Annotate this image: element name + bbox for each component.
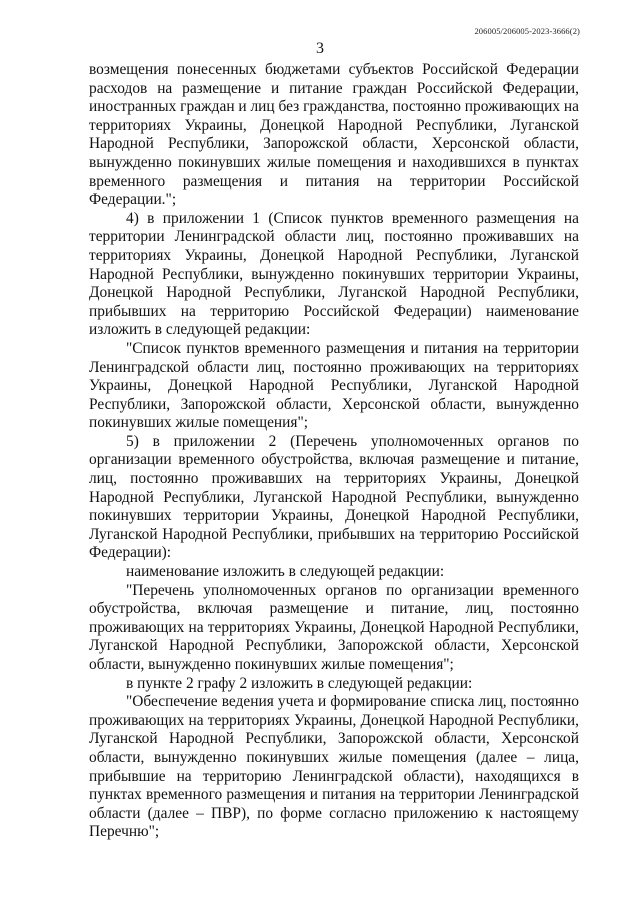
paragraph-item-4: 4) в приложении 1 (Список пунктов временного размещения на территории Ленинградской области лиц, постоянно проживавших на территориях Украины, Донецкой Народной Республики, Луганской Народной Республики, вынужденно покинувших территории Украины, Донецкой Народной Республики, Луганской Народной Республики, прибывших на территорию Российской Федерации) наименование изложить в следующей редакции: [89, 209, 579, 339]
paragraph-rename-instruction: наименование изложить в следующей редакции: [126, 563, 445, 581]
paragraph-column-instruction: в пункте 2 графу 2 изложить в следующей редакции: [126, 674, 473, 692]
paragraph-quote-registration: "Обеспечение ведения учета и формирование списка лиц, постоянно проживающих на территориях Украины, Донецкой Народной Республики, Луганской Народной Республики, Запорожской области, Херсонской области, вынужденно покинувших жилые помещения (далее – лица, прибывшие на территорию Ленинградской области), находящихся в пунктах временного размещения и питания на территории Ленинградской области (далее – ПВР), по форме согласно приложению к настоящему Перечню"; [89, 693, 579, 841]
paragraph-quote-list-of-bodies: "Перечень уполномоченных органов по организации временного обустройства, включая размещение и питание, лиц, постоянно проживающих на территориях Украины, Донецкой Народной Республики, Луганской Народной Республики, Запорожской области, Херсонской области, вынужденно покинувших жилые помещения"; [89, 581, 579, 673]
paragraph-continuation: возмещения понесенных бюджетами субъектов Российской Федерации расходов на размещение и питание граждан Российской Федерации, иностранных граждан и лиц без гражданства, постоянно проживающих на территориях Украины, Донецкой Народной Республики, Луганской Народной Республики, Запорожской области, Херсонской области, вынужденно покинувших жилые помещения и находившихся в пунктах временного размещения и питания на территории Российской Федерации."; [89, 61, 579, 209]
page-number: 3 [316, 40, 324, 57]
paragraph-quote-list-title: "Список пунктов временного размещения и питания на территории Ленинградской области лиц, постоянно проживающих на территориях Украины, Донецкой Народной Республики, Луганской Народной Республики, Запорожской области, Херсонской области, вынужденно покинувших жилые помещения"; [89, 339, 579, 432]
document-id: 206005/206005-2023-3666(2) [474, 26, 580, 36]
paragraph-item-5: 5) в приложении 2 (Перечень уполномоченных органов по организации временного обустройства, включая размещение и питание, лиц, постоянно проживавших на территориях Украины, Донецкой Народной Республики, Луганской Народной Республики, вынужденно покинувших территории Украины, Донецкой Народной Республики, Луганской Народной Республики, прибывших на территорию Российской Федерации): [89, 432, 579, 562]
document-body [89, 61, 579, 842]
